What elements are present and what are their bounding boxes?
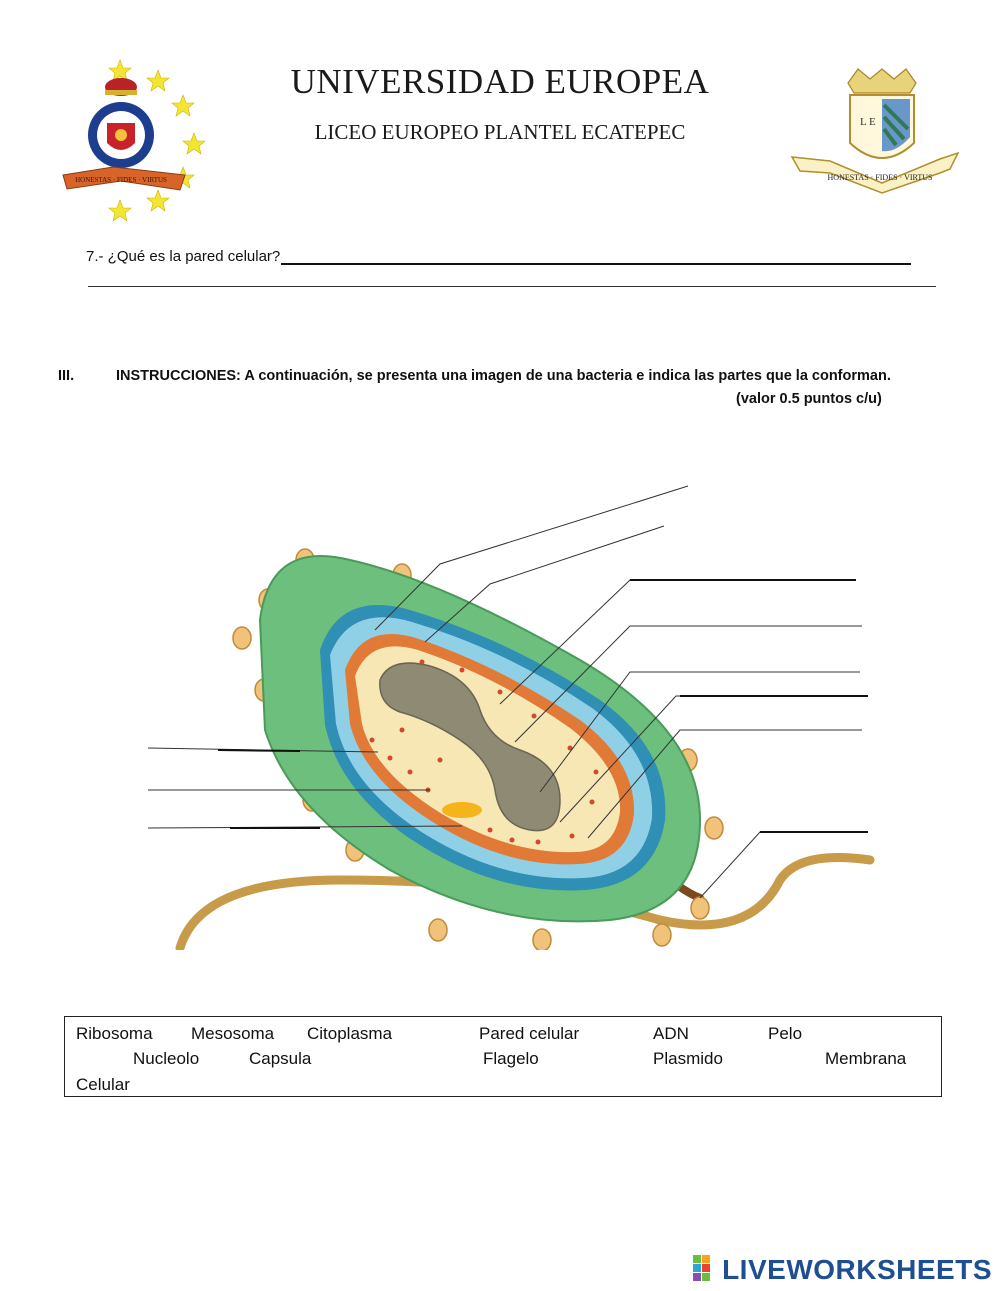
question-7-label: 7.- ¿Qué es la pared celular? — [86, 248, 281, 265]
liveworksheets-brand[interactable] — [693, 1254, 992, 1286]
section-value: (valor 0.5 puntos c/u) — [736, 391, 882, 407]
word-nucleolo[interactable]: Nucleolo — [133, 1049, 200, 1068]
liveworksheets-logo-icon — [693, 1255, 719, 1286]
word-mesosoma[interactable]: Mesosoma — [191, 1024, 275, 1043]
bacteria-diagram-icon — [140, 480, 880, 950]
word-citoplasma[interactable]: Citoplasma — [307, 1024, 393, 1043]
right-crest-motto: HONESTAS · FIDES · VIRTUS — [827, 173, 933, 182]
word-pared-celular[interactable]: Pared celular — [479, 1024, 580, 1043]
question-7-answer-line-2[interactable] — [88, 286, 936, 287]
word-bank — [64, 1016, 942, 1097]
section-instructions: INSTRUCCIONES: A continuación, se presenta una imagen de una bacteria e indica las partes que la conforman. — [116, 368, 891, 384]
right-crest-letters: L E — [860, 116, 876, 128]
page-subtitle: LICEO EUROPEO PLANTEL ECATEPEC — [314, 120, 686, 144]
word-celular[interactable]: Celular — [76, 1075, 130, 1094]
page-title: UNIVERSIDAD EUROPEA — [290, 62, 710, 101]
question-7-answer-line[interactable] — [281, 249, 911, 265]
word-membrana[interactable]: Membrana — [825, 1049, 907, 1068]
word-pelo[interactable]: Pelo — [768, 1024, 803, 1043]
word-flagelo[interactable]: Flagelo — [483, 1049, 539, 1068]
word-ribosoma[interactable]: Ribosoma — [76, 1024, 153, 1043]
brand-text: LIVEWORKSHEETS — [722, 1254, 992, 1285]
left-crest-motto: HONESTAS · FIDES · VIRTUS — [75, 176, 167, 184]
word-capsula[interactable]: Capsula — [249, 1049, 312, 1068]
question-7 — [86, 248, 911, 265]
section-number: III. — [58, 368, 75, 384]
word-adn[interactable]: ADN — [653, 1024, 689, 1043]
word-plasmido[interactable]: Plasmido — [653, 1049, 723, 1068]
